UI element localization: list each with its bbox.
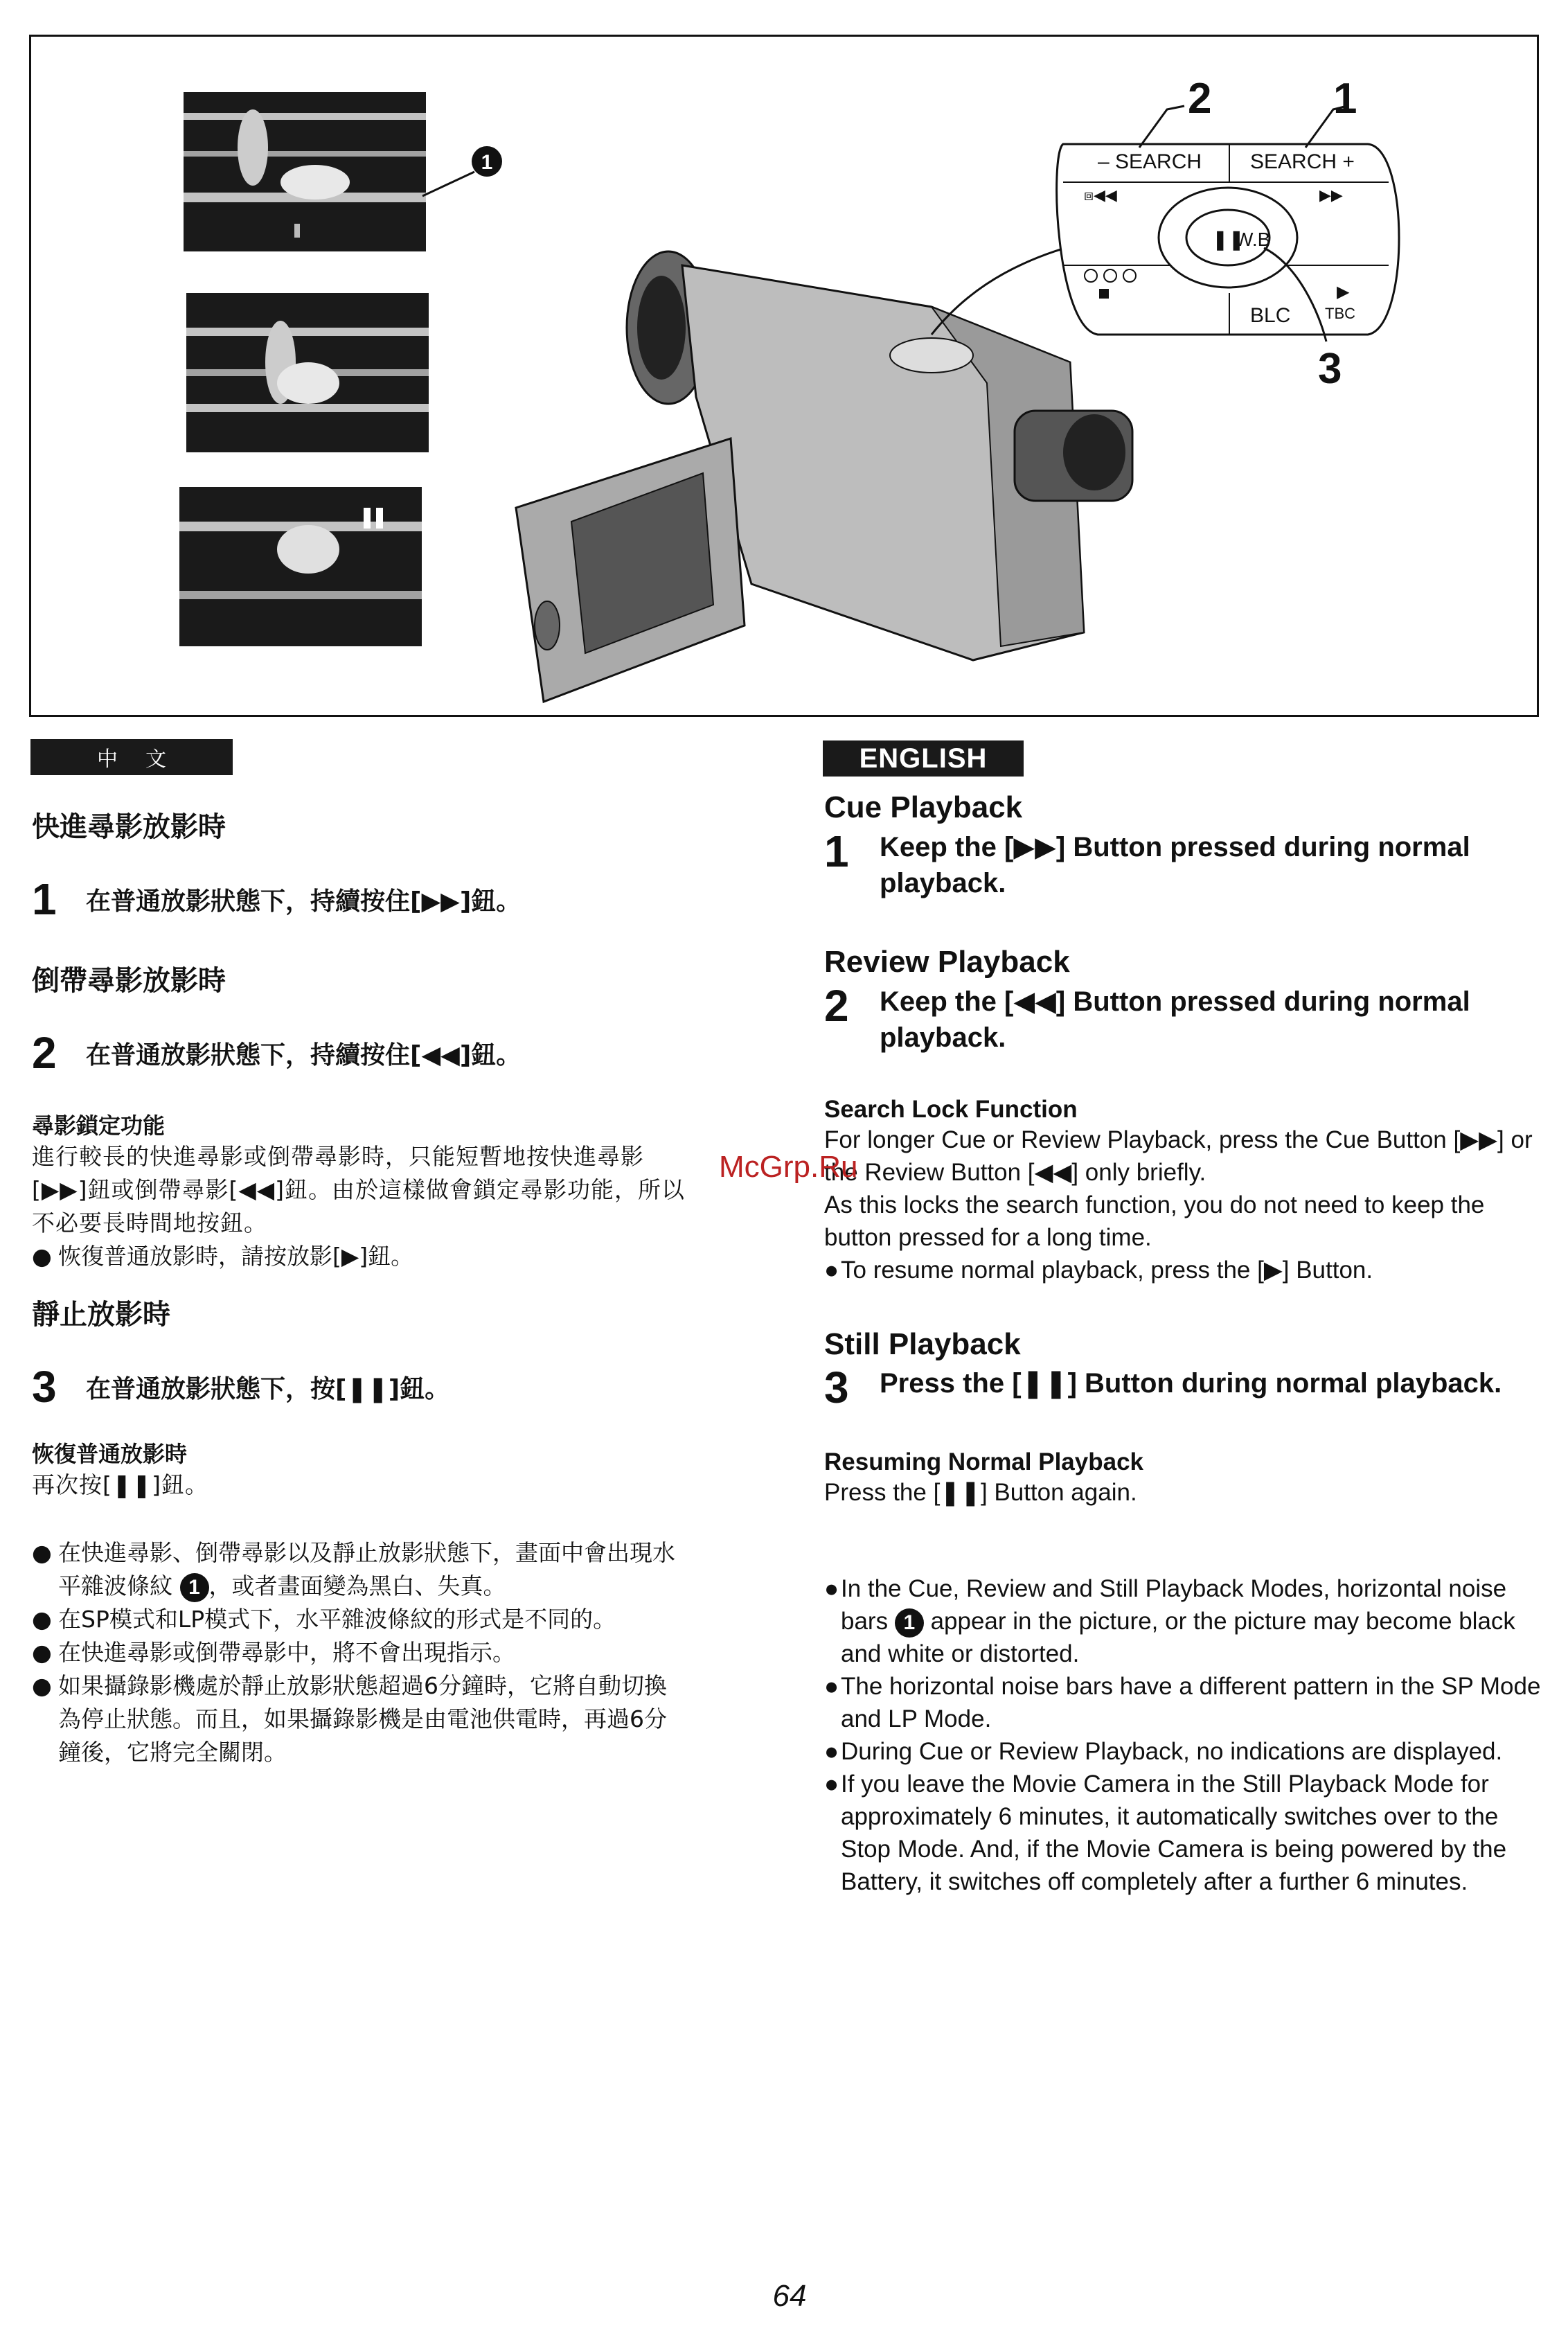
en-note-1: [824, 1572, 1544, 1670]
zh-lock-line-1: 進行較長的快進尋影或倒帶尋影時，只能短暫地按快進尋影: [32, 1143, 644, 1170]
en-step-2: [824, 980, 1544, 1056]
zh-step-1-text: 在普通放影狀態下，持續按住[▶▶]鈕。: [86, 887, 522, 916]
plus-search-label: SEARCH +: [1250, 150, 1355, 173]
zh-note-1: [32, 1536, 766, 1603]
bullet-icon: ●: [32, 1539, 52, 1566]
en-note-3: [824, 1735, 1544, 1768]
zh-notes: [32, 1536, 766, 1769]
zh-step-2: [32, 1028, 766, 1078]
zh-step-3-number: 3: [32, 1362, 57, 1412]
bullet-icon: ●: [32, 1639, 52, 1666]
bullet-icon: ●: [32, 1243, 52, 1270]
bullet-icon: ●: [32, 1672, 52, 1699]
zh-lock-bullet-text: 恢復普通放影時，請按放影[▶]鈕。: [58, 1243, 414, 1270]
en-notes: [824, 1572, 1544, 1898]
zh-lock-heading: 尋影鎖定功能: [32, 1112, 166, 1139]
zh-step-1-number: 1: [32, 874, 57, 924]
control-panel: [1057, 75, 1399, 393]
en-note-4-text: If you leave the Movie Camera in the Still Playback Mode for approximately 6 minutes, it automatically switches over to the Stop Mode. And, if the Movie Camera is being powered by the Battery, it switches off completely after a further 6 minutes.: [841, 1771, 1507, 1896]
en-cue-heading: Cue Playback: [824, 790, 1023, 824]
zh-note-1-line-3: ，或者畫面變為黑白、失真。: [208, 1572, 506, 1599]
english-column: [824, 790, 1544, 1898]
en-lock-text-a: For longer Cue or Review Playback, press the Cue Button [▶▶] or the Review Button [◀◀] only briefly.: [824, 1126, 1533, 1186]
en-step-2-text: Keep the [◀◀] Button pressed during normal playback.: [880, 986, 1470, 1053]
fast-forward-icon: ▶▶: [1319, 187, 1343, 204]
en-note-3-text: During Cue or Review Playback, no indications are displayed.: [841, 1738, 1503, 1766]
zh-note-3: [32, 1636, 766, 1669]
zh-review-heading: 倒帶尋影放影時: [32, 965, 226, 997]
play-icon: ▶: [1337, 282, 1350, 301]
en-resume-heading: Resuming Normal Playback: [824, 1448, 1143, 1476]
zh-note-2: [32, 1603, 766, 1636]
chinese-section-label: 中文: [30, 739, 233, 775]
bullet-icon: ●: [32, 1606, 52, 1633]
en-still-heading: Still Playback: [824, 1327, 1021, 1361]
zh-note-4-body: [58, 1669, 667, 1769]
en-note-1-body: [841, 1572, 1544, 1670]
en-note-1-text-a: In the Cue, Review and Still Playback Modes, horizontal noise bars: [841, 1575, 1507, 1635]
en-step-1: [824, 826, 1544, 901]
screen-frame-2: [186, 293, 429, 452]
rewind-icon: ⧈◀◀: [1084, 187, 1117, 204]
en-resume-text: Press the [❚❚] Button again.: [824, 1479, 1137, 1507]
zh-step-1: [32, 874, 766, 924]
zh-note-4: [32, 1669, 766, 1769]
en-step-3-text: Press the [❚❚] Button during normal playback.: [880, 1368, 1502, 1399]
tbc-label: TBC: [1325, 305, 1355, 322]
screen-frame-1: [184, 92, 426, 251]
zh-still-heading: 靜止放影時: [32, 1299, 170, 1331]
blc-label: BLC: [1250, 304, 1291, 327]
en-lock-bullet: [824, 1254, 1544, 1286]
en-lock-bullet-text: To resume normal playback, press the [▶] Button.: [841, 1256, 1373, 1284]
en-note-1-text-b: appear in the picture, or the picture may become black and white or distorted.: [841, 1608, 1515, 1668]
pause-wb-label: ❚❚: [1212, 229, 1245, 250]
minus-search-label: – SEARCH: [1098, 150, 1202, 173]
chinese-column: [32, 797, 766, 1769]
bullet-icon: ●: [824, 1738, 839, 1766]
en-lock-heading: Search Lock Function: [824, 1095, 1078, 1123]
en-step-3: [824, 1363, 1544, 1413]
zh-resume-heading: 恢復普通放影時: [32, 1441, 188, 1467]
en-note-4: [824, 1768, 1544, 1898]
zh-lock-line-2: [▶▶]鈕或倒帶尋影[◀◀]鈕。由於這樣做會鎖定尋影功能，所以: [32, 1176, 686, 1203]
en-step-1-number: 1: [824, 826, 849, 876]
en-step-2-number: 2: [824, 980, 849, 1031]
page-number: 64: [772, 2279, 807, 2313]
bullet-icon: ●: [824, 1673, 839, 1701]
zh-step-2-text: 在普通放影狀態下，持續按住[◀◀]鈕。: [86, 1040, 522, 1070]
english-section-label: ENGLISH: [823, 740, 1024, 777]
wb-label: W.B: [1235, 229, 1271, 250]
illustration: [31, 37, 1539, 717]
zh-note-4-line-1: 如果攝錄影機處於靜止放影狀態超過6分鐘時，它將自動切換: [58, 1672, 667, 1699]
zh-step-3-text: 在普通放影狀態下，按[❚❚]鈕。: [86, 1374, 450, 1403]
zh-lock-bullet: [32, 1240, 766, 1273]
zh-lock-line-3: 不必要長時間地按鈕。: [32, 1209, 267, 1236]
illustration-frame: [29, 35, 1539, 717]
bullet-icon: ●: [824, 1771, 839, 1798]
bullet-icon: ●: [824, 1256, 839, 1284]
noise-bar-ref-icon: 1: [180, 1573, 209, 1602]
zh-resume-text: 再次按[❚❚]鈕。: [32, 1471, 209, 1498]
zh-step-3: [32, 1362, 766, 1412]
noise-bar-callout-label: 1: [481, 151, 493, 174]
zh-note-1-line-1: 在快進尋影、倒帶尋影以及靜止放影狀態下，畫面中會出現水: [58, 1539, 675, 1566]
callout-1: 1: [1333, 75, 1357, 123]
en-note-2-text: The horizontal noise bars have a different pattern in the SP Mode and LP Mode.: [841, 1673, 1541, 1733]
screen-frame-3: [179, 487, 422, 646]
camcorder: [516, 251, 1132, 702]
en-step-1-text: Keep the [▶▶] Button pressed during normal playback.: [880, 831, 1470, 898]
en-note-2: [824, 1670, 1544, 1735]
stop-icon: [1099, 289, 1109, 299]
zh-note-1-line-2: 平雜波條紋: [58, 1572, 172, 1599]
watermark: McGrp.Ru: [719, 1150, 858, 1184]
zh-cue-heading: 快進尋影放影時: [32, 811, 226, 843]
noise-bar-ref-icon: 1: [895, 1608, 924, 1638]
bullet-icon: ●: [824, 1575, 839, 1603]
zh-note-3-text: 在快進尋影或倒帶尋影中，將不會出現指示。: [58, 1639, 515, 1666]
en-step-3-number: 3: [824, 1363, 849, 1413]
zh-note-4-line-3: 鐘後，它將完全關閉。: [58, 1739, 287, 1766]
en-review-heading: Review Playback: [824, 944, 1070, 979]
en-lock-text-b: As this locks the search function, you do not need to keep the button pressed for a long time.: [824, 1191, 1485, 1251]
zh-note-1-body: [58, 1536, 675, 1603]
callout-3: 3: [1318, 345, 1342, 393]
callout-2: 2: [1188, 75, 1212, 123]
zh-note-2-text: 在SP模式和LP模式下，水平雜波條紋的形式是不同的。: [58, 1606, 616, 1633]
zh-step-2-number: 2: [32, 1028, 57, 1078]
zh-note-4-line-2: 為停止狀態。而且，如果攝錄影機是由電池供電時，再過6分: [58, 1705, 667, 1732]
